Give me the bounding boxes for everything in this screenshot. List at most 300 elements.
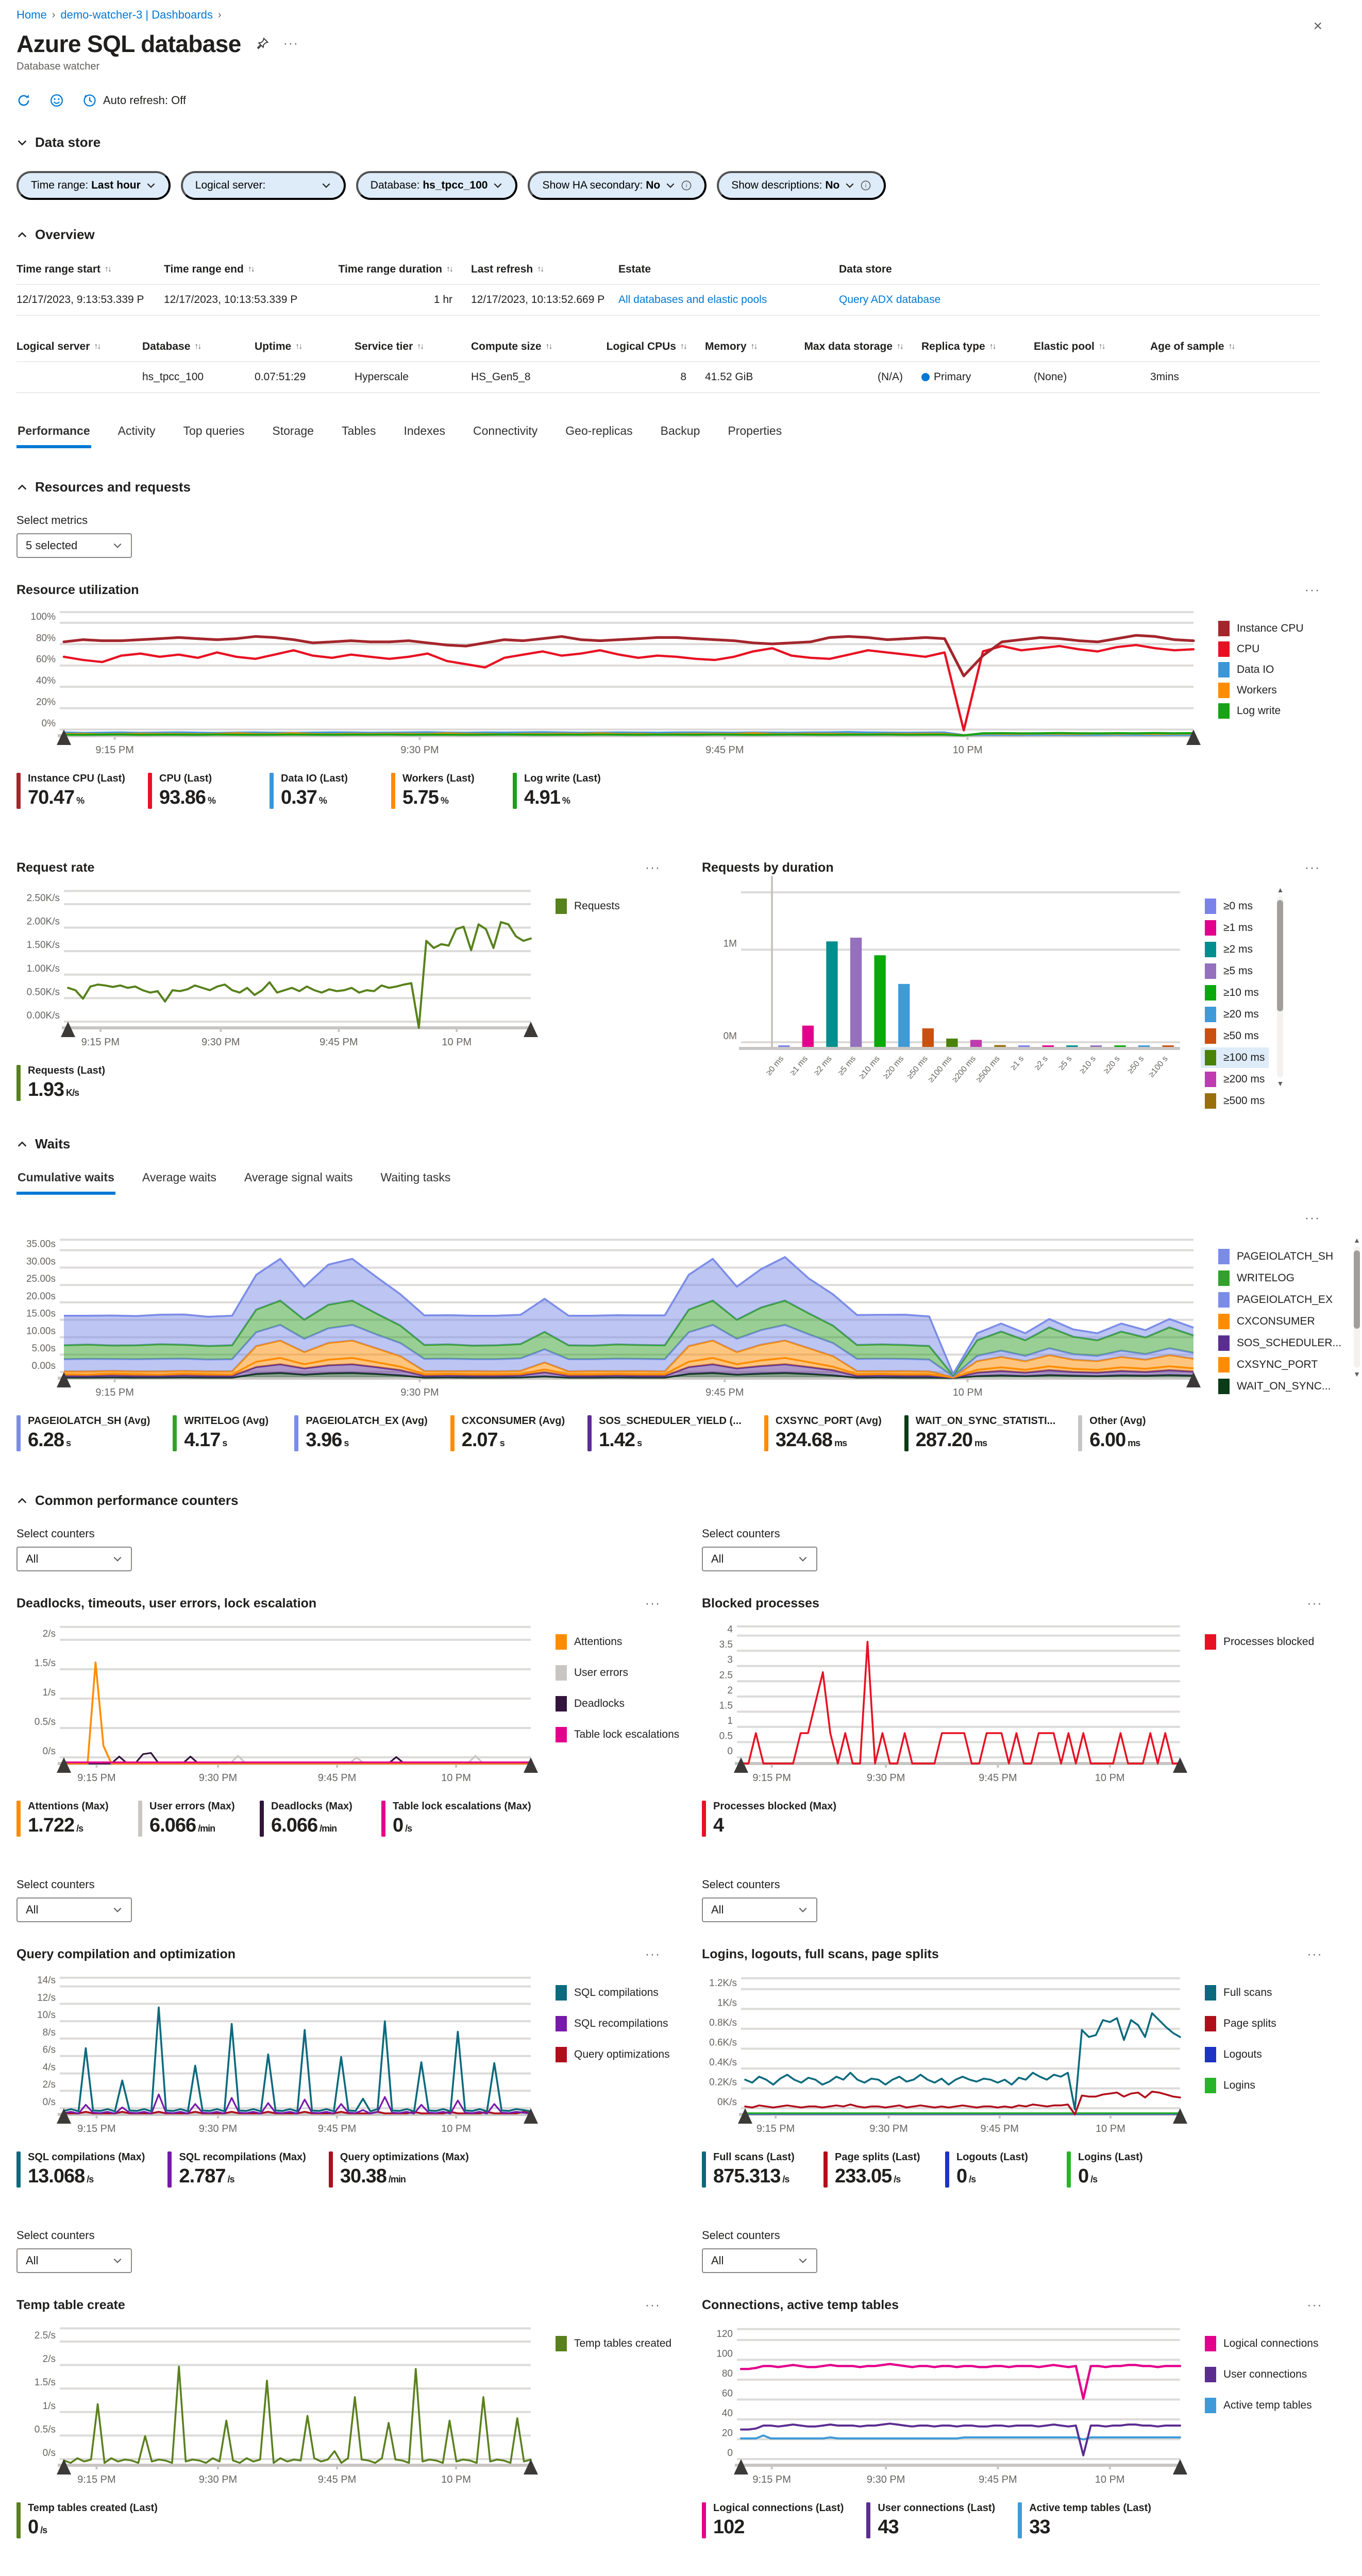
column-header[interactable] — [796, 341, 921, 353]
legend-item[interactable] — [1214, 1268, 1346, 1289]
bar-≥100 ms[interactable] — [946, 1039, 957, 1047]
select-counters-dropdown[interactable]: All — [16, 1547, 132, 1571]
legend-swatch — [1205, 985, 1216, 1001]
svg-text:0.5/s: 0.5/s — [34, 2424, 56, 2435]
column-header[interactable] — [587, 341, 705, 353]
line-Full scans[interactable] — [745, 2013, 1180, 2110]
tab-connectivity[interactable]: Connectivity — [472, 420, 539, 448]
refresh-button[interactable] — [16, 93, 31, 108]
overview-table-2 — [16, 334, 1320, 393]
section-resources[interactable]: Resources and requests — [16, 479, 191, 495]
legend-item[interactable] — [1201, 2395, 1322, 2416]
legend-item[interactable] — [551, 2333, 676, 2354]
legend-item[interactable] — [1214, 1246, 1346, 1267]
pin-icon[interactable] — [256, 37, 269, 50]
section-overview[interactable]: Overview — [16, 227, 95, 243]
chart-more-icon[interactable]: ··· — [1307, 2298, 1323, 2312]
bar-≥50 s[interactable] — [1138, 1045, 1150, 1047]
legend-item[interactable] — [1201, 1632, 1318, 1652]
column-header[interactable] — [164, 263, 328, 276]
svg-text:0.6K/s: 0.6K/s — [709, 2037, 737, 2048]
info-icon[interactable] — [681, 180, 692, 191]
chart-more-icon[interactable]: ··· — [645, 860, 661, 875]
chart-deadlocks — [16, 1596, 680, 1837]
svg-text:2.5/s: 2.5/s — [34, 2330, 56, 2341]
sort-icon: ↑↓ — [1228, 342, 1235, 351]
breadcrumb-link[interactable]: demo-watcher-3 | Dashboards — [60, 8, 213, 21]
svg-text:0: 0 — [727, 2448, 733, 2459]
svg-text:≥10 ms: ≥10 ms — [857, 1054, 882, 1081]
legend-label: Instance CPU — [1237, 622, 1304, 634]
select-counters-dropdown[interactable]: All — [702, 1547, 817, 1571]
legend-item[interactable] — [1201, 2075, 1281, 2096]
legend-item[interactable] — [551, 2013, 674, 2034]
chart-title: Resource utilization — [16, 583, 139, 597]
select-metrics-dropdown[interactable]: 5 selected — [16, 533, 132, 558]
metric-card — [294, 1415, 427, 1451]
metric-card-label: Processes blocked (Max) — [713, 1801, 836, 1812]
chevron-down-icon — [112, 2256, 123, 2266]
svg-text:9:30 PM: 9:30 PM — [866, 1772, 905, 1784]
legend-label: Requests — [574, 900, 620, 912]
metric-card-bar — [945, 2151, 949, 2188]
legend-item[interactable] — [1214, 659, 1308, 680]
legend-swatch — [1205, 1028, 1216, 1044]
scroll-track[interactable] — [1354, 1246, 1360, 1368]
metric-card-unit: ms — [974, 1438, 987, 1448]
tab-properties[interactable]: Properties — [727, 420, 783, 448]
scroll-thumb[interactable] — [1277, 900, 1283, 1011]
legend-item[interactable] — [1201, 1069, 1269, 1090]
chart-canvas[interactable] — [16, 886, 537, 1057]
chart-canvas[interactable] — [16, 1972, 537, 2143]
metric-cards — [702, 1801, 1322, 1837]
chart-more-icon[interactable]: ··· — [1307, 1596, 1323, 1611]
tab-indexes[interactable]: Indexes — [402, 420, 446, 448]
legend-label: SQL recompilations — [574, 2018, 668, 2029]
metric-card-unit: K/s — [65, 1088, 79, 1098]
metric-card — [702, 2502, 844, 2538]
legend-scrollbar[interactable] — [1275, 886, 1285, 1088]
metric-card-bar — [148, 773, 152, 809]
legend-item[interactable] — [1201, 1047, 1269, 1068]
legend-label: Query optimizations — [574, 2048, 670, 2060]
metric-card — [381, 1801, 531, 1837]
line-Temp tables created[interactable] — [64, 2366, 531, 2463]
legend-item[interactable] — [551, 1663, 683, 1683]
table-cell — [328, 294, 471, 306]
svg-text:≥50 s: ≥50 s — [1126, 1054, 1146, 1076]
metric-card — [329, 2151, 469, 2188]
column-header-label: Replica type — [921, 341, 985, 352]
chart-canvas[interactable] — [16, 2323, 537, 2494]
select-counters-dropdown[interactable]: All — [702, 2248, 817, 2273]
chevron-down-icon — [798, 1905, 808, 1915]
legend-item[interactable] — [551, 1693, 683, 1714]
sort-icon: ↑↓ — [295, 342, 302, 351]
svg-text:4/s: 4/s — [42, 2062, 56, 2073]
svg-text:≥0 ms: ≥0 ms — [764, 1054, 786, 1077]
legend-label: ≥20 ms — [1223, 1008, 1259, 1020]
table-cell-text: (N/A) — [878, 371, 903, 383]
bar-≥200 ms[interactable] — [970, 1040, 982, 1047]
svg-text:0%: 0% — [41, 718, 56, 729]
chart-canvas[interactable] — [702, 1621, 1186, 1792]
tab-average-signal-waits[interactable]: Average signal waits — [243, 1166, 354, 1195]
metric-card-unit: ms — [1128, 1438, 1140, 1448]
legend-label: ≥200 ms — [1223, 1073, 1265, 1085]
metric-card-unit: /s — [87, 2174, 94, 2184]
chart-header — [16, 2298, 661, 2313]
tab-performance[interactable]: Performance — [16, 420, 91, 448]
table-cell-text: 0.07:51:29 — [255, 371, 306, 383]
legend-swatch — [556, 2047, 567, 2062]
legend-scrollbar[interactable] — [1352, 1236, 1362, 1378]
chart-more-icon[interactable]: ··· — [1305, 860, 1320, 875]
chart-legend — [1214, 608, 1308, 721]
bar-≥5 ms[interactable] — [850, 938, 862, 1047]
chart-legend-wrap — [537, 1972, 674, 2075]
tab-backup[interactable]: Backup — [660, 420, 701, 448]
legend-swatch — [1205, 2367, 1216, 2382]
chart-header — [702, 1947, 1322, 1962]
breadcrumb — [16, 8, 1320, 22]
table-cell-text: 41.52 GiB — [705, 371, 753, 383]
chart-more-icon[interactable]: ··· — [645, 1947, 661, 1961]
svg-text:0.4K/s: 0.4K/s — [709, 2057, 737, 2068]
metric-cards — [16, 2151, 661, 2188]
chart-more-icon[interactable]: ··· — [1307, 1947, 1323, 1961]
legend-swatch — [1218, 1379, 1230, 1394]
chart-legend — [1201, 2323, 1322, 2426]
legend-item[interactable] — [1201, 1091, 1269, 1111]
chart-canvas[interactable] — [16, 1621, 537, 1792]
legend-item[interactable] — [1201, 2013, 1281, 2034]
table-cell — [471, 371, 587, 383]
chevron-down-icon — [112, 1905, 123, 1915]
scroll-up-icon[interactable]: ▲ — [1353, 1236, 1360, 1244]
metric-card-text — [179, 2151, 306, 2188]
legend-item[interactable] — [1201, 939, 1269, 960]
section-data-store[interactable]: Data store — [16, 134, 100, 150]
chart-more-icon[interactable]: ··· — [1305, 1211, 1320, 1225]
metric-card-bar — [16, 1801, 21, 1837]
legend-swatch — [1205, 1985, 1216, 2001]
tab-average-waits[interactable]: Average waits — [141, 1166, 217, 1195]
table-row — [16, 361, 1320, 393]
column-header[interactable] — [471, 263, 618, 276]
legend-swatch — [1205, 1007, 1216, 1022]
table-cell — [796, 371, 921, 383]
select-counters-dropdown[interactable]: All — [16, 1897, 132, 1922]
svg-text:≥200 ms: ≥200 ms — [950, 1054, 978, 1084]
metric-card — [138, 1801, 237, 1837]
legend-item[interactable] — [1214, 680, 1308, 701]
metric-card-value: 4.91 % — [524, 787, 570, 808]
metric-card-label: WAIT_ON_SYNC_STATISTI... — [915, 1415, 1056, 1427]
chart-body — [702, 1972, 1322, 2143]
chart-body — [702, 1621, 1322, 1792]
line-Attentions[interactable] — [64, 1663, 531, 1764]
line-Processes blocked[interactable] — [741, 1642, 1180, 1764]
legend-item[interactable] — [1201, 2044, 1281, 2065]
svg-text:9:30 PM: 9:30 PM — [198, 1772, 238, 1784]
metric-card-label: Workers (Last) — [402, 773, 475, 784]
chart-canvas[interactable] — [702, 1972, 1186, 2143]
tab-waiting-tasks[interactable]: Waiting tasks — [379, 1166, 451, 1195]
column-header-label: Uptime — [255, 341, 292, 352]
legend-item[interactable] — [1201, 1004, 1269, 1025]
select-counters-dropdown[interactable]: All — [16, 2248, 132, 2273]
metric-card-label: PAGEIOLATCH_EX (Avg) — [306, 1415, 428, 1427]
column-header[interactable] — [1150, 341, 1320, 353]
line-Logical connections[interactable] — [741, 2364, 1180, 2399]
scroll-track[interactable] — [1277, 896, 1283, 1077]
bar-≥20 ms[interactable] — [898, 984, 910, 1047]
line-SQL compilations[interactable] — [64, 2007, 531, 2111]
metric-cards — [16, 1065, 661, 1101]
svg-text:9:30 PM: 9:30 PM — [400, 744, 439, 756]
sort-icon: ↑↓ — [1098, 342, 1105, 351]
chart-legend — [551, 1972, 674, 2075]
metric-card-text — [159, 773, 215, 809]
scroll-thumb[interactable] — [1354, 1250, 1360, 1329]
legend-item[interactable] — [1201, 2333, 1322, 2354]
column-header[interactable] — [921, 341, 1034, 353]
line-Page splits[interactable] — [745, 2092, 1180, 2114]
chart-more-icon[interactable]: ··· — [645, 2298, 661, 2312]
select-counters-dropdown[interactable]: All — [702, 1897, 817, 1922]
metric-card-label: Active temp tables (Last) — [1029, 2502, 1151, 2514]
legend-item[interactable] — [1214, 1311, 1346, 1332]
metric-card-label: Other (Avg) — [1089, 1415, 1146, 1427]
legend-swatch — [1205, 1634, 1216, 1650]
metric-card-text — [340, 2151, 469, 2188]
metric-card-bar — [702, 2151, 706, 2188]
column-header-label: Age of sample — [1150, 341, 1224, 352]
column-header[interactable] — [1034, 341, 1150, 353]
feedback-smiley-icon[interactable] — [49, 93, 64, 108]
legend-item[interactable] — [551, 2044, 674, 2065]
svg-text:10 PM: 10 PM — [441, 2474, 471, 2485]
legend-item[interactable] — [1201, 918, 1269, 938]
table-link[interactable]: Query ADX database — [839, 294, 941, 306]
bar-≥100 s[interactable] — [1163, 1045, 1174, 1047]
legend-item[interactable] — [1201, 982, 1269, 1003]
metric-card-value: 6.28 s — [28, 1429, 71, 1451]
legend-item[interactable] — [1201, 2364, 1322, 2385]
metric-card — [945, 2151, 1044, 2188]
page-more-icon[interactable]: ··· — [283, 37, 299, 50]
bar-≥10 ms[interactable] — [874, 955, 885, 1047]
metric-card — [823, 2151, 922, 2188]
sort-icon: ↑↓ — [545, 342, 552, 351]
counters-col — [702, 1859, 1322, 2188]
svg-text:100: 100 — [716, 2348, 733, 2360]
tab-top-queries[interactable]: Top queries — [182, 420, 245, 448]
table-link[interactable]: All databases and elastic pools — [618, 294, 767, 306]
bar-≥0 ms[interactable] — [778, 1045, 789, 1047]
metric-card-unit: /s — [227, 2174, 234, 2184]
column-header[interactable] — [255, 341, 355, 353]
svg-text:3.5: 3.5 — [719, 1639, 733, 1651]
filter-pill[interactable] — [16, 171, 171, 200]
chart-body — [16, 886, 661, 1057]
column-header-label: Time range end — [164, 263, 244, 275]
legend-item[interactable] — [1214, 1376, 1346, 1397]
bar-≥5 s[interactable] — [1066, 1045, 1078, 1047]
metric-card-text — [1078, 2151, 1143, 2188]
column-header[interactable] — [705, 341, 796, 353]
svg-text:≥50 ms: ≥50 ms — [905, 1054, 930, 1081]
metric-card — [513, 773, 612, 809]
legend-swatch — [1218, 1314, 1230, 1329]
filter-pill[interactable] — [181, 171, 346, 200]
auto-refresh-button[interactable] — [82, 93, 186, 108]
bar-≥20 s[interactable] — [1114, 1045, 1125, 1047]
column-header[interactable] — [471, 341, 587, 353]
overview-table-1 — [16, 257, 1320, 316]
tab-tables[interactable]: Tables — [341, 420, 377, 448]
legend-item[interactable] — [1214, 1354, 1346, 1375]
filter-pill-icons — [146, 180, 156, 191]
svg-text:9:30 PM: 9:30 PM — [198, 2474, 238, 2485]
tab-geo-replicas[interactable]: Geo-replicas — [564, 420, 633, 448]
chart-canvas[interactable] — [702, 2323, 1186, 2494]
metric-card-label: Temp tables created (Last) — [28, 2502, 158, 2514]
tab-activity[interactable]: Activity — [117, 420, 157, 448]
chart-more-icon[interactable]: ··· — [645, 1596, 661, 1611]
scroll-up-icon[interactable]: ▲ — [1276, 886, 1284, 894]
metric-card-text — [916, 1415, 1056, 1451]
metric-card-text — [28, 2502, 158, 2538]
legend-item[interactable] — [551, 1724, 683, 1745]
bar-≥10 s[interactable] — [1090, 1045, 1102, 1047]
section-common-counters[interactable]: Common performance counters — [16, 1493, 238, 1509]
column-header-label: Data store — [839, 263, 892, 275]
legend-item[interactable] — [1214, 1290, 1346, 1310]
bar-≥1 s[interactable] — [1018, 1045, 1030, 1047]
svg-text:1.5: 1.5 — [719, 1700, 733, 1711]
svg-text:20: 20 — [721, 2428, 733, 2439]
svg-text:25.00s: 25.00s — [26, 1274, 56, 1285]
metric-card — [904, 1415, 1056, 1451]
metric-card — [450, 1415, 565, 1451]
filter-pill-icons — [493, 180, 503, 191]
metric-cards — [702, 2502, 1322, 2538]
legend-item[interactable] — [1214, 618, 1308, 639]
metric-card-text — [524, 773, 601, 809]
legend-swatch — [1205, 1050, 1216, 1065]
column-header[interactable] — [16, 263, 164, 276]
scroll-down-icon[interactable]: ▼ — [1353, 1370, 1360, 1378]
metric-card-value: 0 /s — [956, 2165, 976, 2187]
column-header[interactable] — [839, 263, 1320, 276]
metric-card-value: 233.05 /s — [835, 2165, 901, 2187]
column-header[interactable] — [328, 263, 471, 276]
column-header-label: Memory — [705, 341, 747, 352]
legend-item[interactable] — [1201, 1026, 1269, 1046]
column-header[interactable] — [618, 263, 839, 276]
bar-≥500 ms[interactable] — [994, 1045, 1005, 1047]
table-cell — [142, 371, 255, 383]
svg-text:20.00s: 20.00s — [26, 1291, 56, 1302]
legend-item[interactable] — [551, 896, 624, 917]
chart-legend-wrap — [537, 1621, 683, 1755]
legend-item[interactable] — [1201, 1982, 1281, 2003]
svg-text:2/s: 2/s — [42, 2353, 56, 2365]
chart-header — [702, 2298, 1322, 2313]
chart-canvas[interactable] — [702, 886, 1186, 1084]
column-header-label: Last refresh — [471, 263, 533, 275]
metric-card-label: PAGEIOLATCH_SH (Avg) — [28, 1415, 150, 1427]
svg-text:0.8K/s: 0.8K/s — [709, 2017, 737, 2028]
svg-text:10 PM: 10 PM — [952, 744, 983, 756]
column-header[interactable] — [355, 341, 471, 353]
filter-pill-value: No — [825, 179, 840, 191]
svg-text:0/s: 0/s — [42, 1746, 56, 1757]
filter-pill[interactable] — [717, 171, 886, 200]
section-waits[interactable]: Waits — [16, 1136, 70, 1152]
legend-label: Workers — [1237, 684, 1277, 696]
breadcrumb-link[interactable]: Home — [16, 8, 47, 21]
legend-item[interactable] — [1214, 1333, 1346, 1353]
svg-text:10.00s: 10.00s — [26, 1326, 56, 1337]
svg-text:6/s: 6/s — [42, 2044, 56, 2056]
chart-header — [16, 860, 661, 875]
chart-canvas[interactable] — [16, 1236, 1200, 1407]
legend-item[interactable] — [551, 1632, 683, 1652]
tab-storage[interactable]: Storage — [271, 420, 315, 448]
legend-item[interactable] — [1201, 961, 1269, 981]
svg-text:2/s: 2/s — [42, 1628, 56, 1639]
column-header[interactable] — [142, 341, 255, 353]
legend-item[interactable] — [1201, 896, 1269, 917]
svg-text:≥1 ms: ≥1 ms — [788, 1054, 810, 1077]
chart-temp-table-create — [16, 2298, 672, 2538]
column-header[interactable] — [16, 341, 142, 353]
legend-item[interactable] — [551, 1982, 674, 2003]
metric-card-unit: ms — [834, 1438, 847, 1448]
chevron-down-icon — [665, 180, 676, 191]
legend-swatch — [1218, 1292, 1230, 1308]
legend-swatch — [1205, 963, 1216, 979]
table-cell — [839, 294, 1320, 306]
bar-≥2 ms[interactable] — [826, 941, 837, 1047]
legend-item[interactable] — [1214, 639, 1308, 659]
bar-≥50 ms[interactable] — [922, 1028, 934, 1047]
bar-≥2 s[interactable] — [1042, 1045, 1054, 1047]
filter-pill-text — [371, 179, 488, 192]
metric-card-label: CPU (Last) — [159, 773, 212, 784]
scroll-down-icon[interactable]: ▼ — [1276, 1079, 1284, 1088]
metric-card-text — [28, 1065, 105, 1101]
chart-more-icon[interactable]: ··· — [1305, 583, 1320, 597]
close-icon[interactable]: × — [1313, 18, 1322, 35]
legend-item[interactable] — [1214, 701, 1308, 721]
tab-cumulative-waits[interactable]: Cumulative waits — [16, 1166, 115, 1195]
table-cell — [255, 371, 355, 383]
filter-pill[interactable] — [528, 171, 707, 200]
info-icon[interactable] — [860, 180, 871, 191]
auto-refresh-label: Auto refresh: Off — [103, 94, 187, 107]
bar-≥1 ms[interactable] — [802, 1026, 814, 1047]
filter-pill[interactable] — [356, 171, 518, 200]
chart-canvas[interactable] — [16, 608, 1200, 765]
filter-pill-icons — [321, 180, 331, 191]
svg-text:0.00s: 0.00s — [31, 1361, 56, 1371]
metric-card-bar — [1078, 1415, 1082, 1451]
